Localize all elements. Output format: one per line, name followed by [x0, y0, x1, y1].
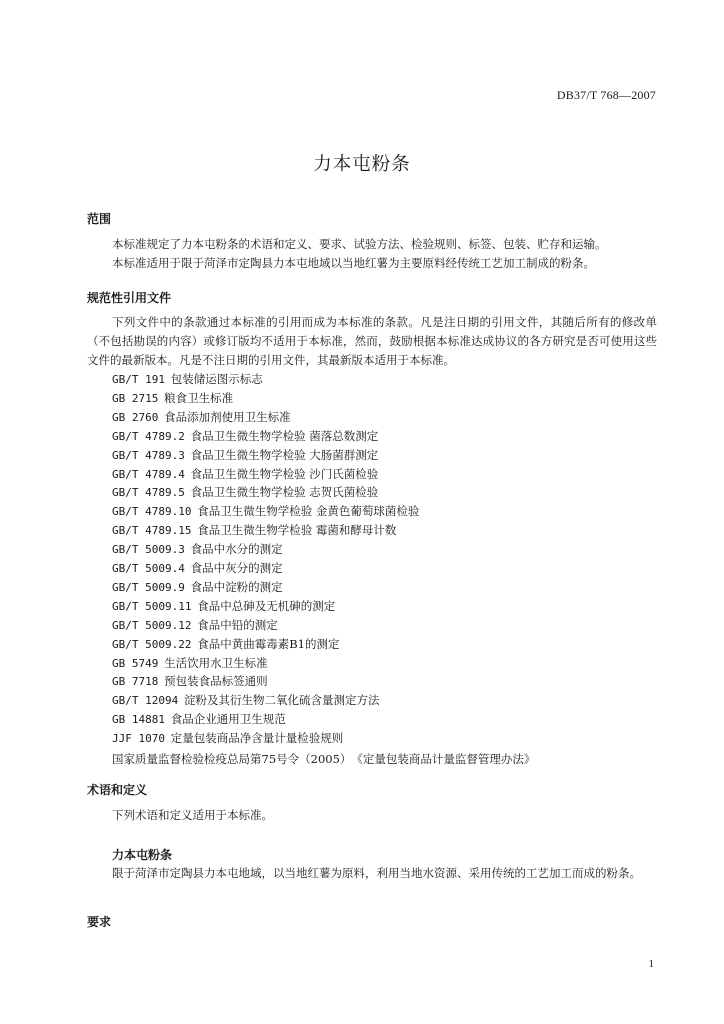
reference-title: 食品企业通用卫生规范 [170, 712, 286, 727]
reference-code: GB/T 4789.5 [112, 486, 185, 500]
reference-item [112, 483, 378, 502]
reference-code: GB/T 191 [112, 373, 165, 386]
reference-code: GB/T 5009.9 [112, 580, 185, 594]
reference-item [112, 616, 278, 635]
reference-code: GB/T 5009.4 [112, 562, 185, 575]
reference-code: GB/T 4789.2 [112, 429, 185, 443]
reference-title: 食品添加剂使用卫生标准 [164, 409, 291, 424]
term-definition: 限于菏泽市定陶县力本屯地域，以当地红薯为原料，利用当地水资源、采用传统的工艺加工而成的粉条。 [112, 866, 641, 880]
reference-title: 定量包装商品净含量计量检验规则 [170, 731, 344, 746]
reference-title: 粮食卫生标准 [164, 390, 234, 405]
scope-paragraph-2: 本标准适用于限于菏泽市定陶县力本屯地域以当地红薯为主要原料经传统工艺加工制成的粉条。 [112, 256, 595, 270]
reference-item [112, 446, 378, 465]
reference-title: 食品中灰分的测定 [190, 561, 283, 575]
section-heading-requirements: 要求 [87, 915, 112, 929]
reference-code: GB/T 5009.12 [112, 618, 192, 632]
page-number: 1 [648, 958, 654, 970]
reference-item [112, 597, 335, 616]
reference-item [112, 729, 343, 748]
reference-item [112, 654, 268, 673]
reference-item [112, 502, 419, 521]
reference-item [112, 710, 286, 729]
reference-item [112, 635, 340, 654]
reference-code: GB/T 12094 [112, 694, 179, 708]
reference-item [112, 559, 283, 578]
reference-code: GB 5749 [112, 656, 159, 670]
reference-item [112, 465, 378, 484]
reference-code: GB/T 4789.15 [112, 524, 192, 538]
reference-item [112, 389, 233, 408]
section-heading-references: 规范性引用文件 [87, 291, 172, 305]
reference-title: 食品卫生微生物学检验 霉菌和酵母计数 [197, 523, 397, 538]
reference-code: GB 2760 [112, 410, 159, 424]
reference-title: 食品卫生微生物学检验 菌落总数测定 [190, 428, 379, 443]
reference-title: 食品中铅的测定 [197, 617, 278, 632]
reference-title: 食品中淀粉的测定 [190, 579, 283, 594]
reference-title: 食品卫生微生物学检验 志贺氏菌检验 [190, 485, 379, 500]
reference-title: 预包装食品标签通则 [164, 674, 268, 689]
reference-title: 食品中水分的测定 [190, 542, 283, 557]
reference-code: JJF 1070 [112, 732, 165, 746]
reference-code: GB/T 4789.10 [112, 505, 192, 519]
reference-title: 食品卫生微生物学检验 沙门氏菌检验 [190, 466, 379, 481]
reference-title: 食品卫生微生物学检验 大肠菌群测定 [190, 447, 379, 462]
reference-title: 食品卫生微生物学检验 金黄色葡萄球菌检验 [197, 504, 420, 519]
term-name: 力本屯粉条 [112, 848, 173, 862]
reference-code: GB/T 4789.4 [112, 467, 185, 481]
reference-title: 淀粉及其衍生物二氧化硫含量测定方法 [183, 693, 380, 708]
reference-code: GB 14881 [112, 713, 165, 727]
reference-code: GB/T 5009.3 [112, 543, 185, 557]
section-heading-terms: 术语和定义 [87, 783, 148, 797]
reference-title: 食品中黄曲霉毒素B1的测定 [197, 636, 340, 651]
reference-title: 食品中总砷及无机砷的测定 [197, 598, 336, 613]
references-intro: 下列文件中的条款通过本标准的引用而成为本标准的条款。凡是注日期的引用文件，其随后所有的修改单（不包括勘误的内容）或修订版均不适用于本标准，然而，鼓励根据本标准达成协议的各方研究是否可使用这些文件的最新版本。凡是不注日期的引用文件，其最新版本适用于本标准。 [87, 315, 657, 367]
reference-code: GB 2715 [112, 391, 159, 405]
reference-code: GB/T 5009.11 [112, 599, 192, 613]
reference-code: GB/T 5009.22 [112, 637, 192, 651]
terms-intro: 下列术语和定义适用于本标准。 [112, 808, 273, 822]
reference-title: 生活饮用水卫生标准 [164, 655, 268, 670]
reference-item-decree: 国家质量监督检验检疫总局第75号令（2005） 《定量包装商品计量监督管理办法》 [112, 752, 536, 766]
reference-item [112, 370, 263, 389]
scope-paragraph-1: 本标准规定了力本屯粉条的术语和定义、要求、试验方法、检验规则、标签、包装、贮存和运输。 [112, 237, 607, 251]
reference-item [112, 672, 268, 691]
reference-title: 包装储运图示标志 [170, 372, 263, 386]
reference-item [112, 427, 378, 446]
reference-code: GB/T 4789.3 [112, 448, 185, 462]
reference-item [112, 540, 283, 559]
standard-code: DB37/T 768—2007 [556, 88, 656, 102]
reference-item [112, 521, 396, 540]
reference-code: GB 7718 [112, 675, 159, 689]
document-title: 力本屯粉条 [313, 154, 411, 175]
reference-item [112, 578, 283, 597]
section-heading-scope: 范围 [87, 212, 112, 226]
reference-item [112, 408, 291, 427]
reference-item [112, 691, 379, 710]
